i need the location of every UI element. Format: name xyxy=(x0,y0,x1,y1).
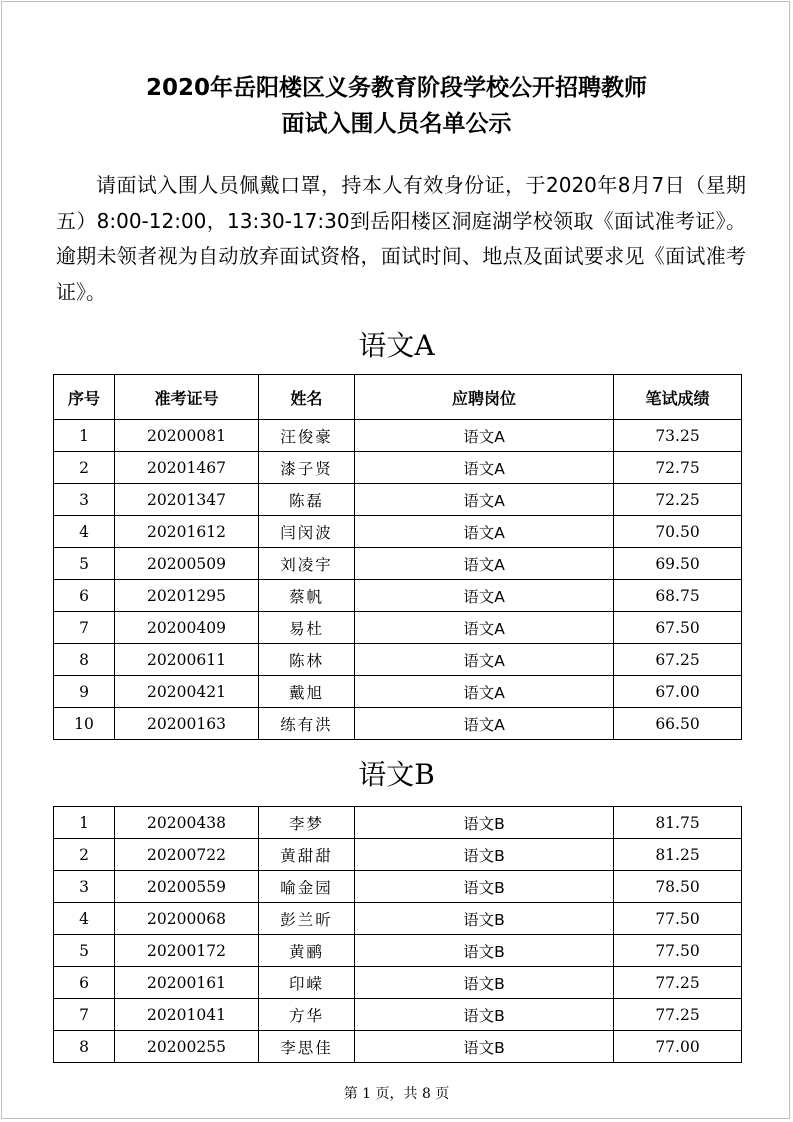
cell-written-score: 69.50 xyxy=(614,548,742,580)
table-row xyxy=(54,516,742,548)
cell-position: 语文A xyxy=(355,548,614,580)
cell-serial: 3 xyxy=(54,871,115,903)
table-row xyxy=(54,580,742,612)
cell-written-score: 67.25 xyxy=(614,644,742,676)
cell-serial: 10 xyxy=(54,708,115,740)
cell-ticket-number: 20201612 xyxy=(115,516,259,548)
cell-name: 刘凌宇 xyxy=(259,548,355,580)
cell-serial: 8 xyxy=(54,644,115,676)
table-row xyxy=(54,644,742,676)
cell-ticket-number: 20200068 xyxy=(115,903,259,935)
cell-ticket-number: 20201041 xyxy=(115,999,259,1031)
cell-written-score: 81.75 xyxy=(614,807,742,839)
cell-position: 语文B xyxy=(355,839,614,871)
cell-position: 语文B xyxy=(355,807,614,839)
cell-serial: 4 xyxy=(54,903,115,935)
cell-written-score: 78.50 xyxy=(614,871,742,903)
cell-position: 语文A xyxy=(355,420,614,452)
cell-name: 陈林 xyxy=(259,644,355,676)
cell-serial: 2 xyxy=(54,452,115,484)
cell-name: 喻金园 xyxy=(259,871,355,903)
cell-position: 语文B xyxy=(355,999,614,1031)
cell-ticket-number: 20201295 xyxy=(115,580,259,612)
cell-written-score: 72.75 xyxy=(614,452,742,484)
cell-name: 练有洪 xyxy=(259,708,355,740)
cell-written-score: 72.25 xyxy=(614,484,742,516)
table-row xyxy=(54,452,742,484)
cell-ticket-number: 20200163 xyxy=(115,708,259,740)
cell-serial: 3 xyxy=(54,484,115,516)
cell-name: 蔡帆 xyxy=(259,580,355,612)
cell-name: 陈磊 xyxy=(259,484,355,516)
table-row xyxy=(54,1031,742,1063)
table-row xyxy=(54,548,742,580)
table-row xyxy=(54,871,742,903)
cell-name: 李思佳 xyxy=(259,1031,355,1063)
cell-position: 语文A xyxy=(355,644,614,676)
cell-serial: 5 xyxy=(54,935,115,967)
cell-position: 语文A xyxy=(355,516,614,548)
cell-serial: 6 xyxy=(54,580,115,612)
cell-position: 语文A xyxy=(355,452,614,484)
candidate-table-chinese-a xyxy=(53,374,742,740)
cell-name: 方华 xyxy=(259,999,355,1031)
cell-name: 闫闵波 xyxy=(259,516,355,548)
cell-serial: 4 xyxy=(54,516,115,548)
document-title-line-1: 2020年岳阳楼区义务教育阶段学校公开招聘教师 xyxy=(145,75,647,101)
cell-written-score: 67.50 xyxy=(614,612,742,644)
table-row xyxy=(54,807,742,839)
page-footer: 第 1 页，共 8 页 xyxy=(343,1086,450,1102)
cell-written-score: 77.50 xyxy=(614,903,742,935)
table-row xyxy=(54,420,742,452)
cell-ticket-number: 20200161 xyxy=(115,967,259,999)
cell-ticket-number: 20200421 xyxy=(115,676,259,708)
cell-ticket-number: 20201347 xyxy=(115,484,259,516)
table-row xyxy=(54,676,742,708)
cell-name: 印嵘 xyxy=(259,967,355,999)
table-body xyxy=(54,420,742,740)
cell-position: 语文A xyxy=(355,708,614,740)
cell-serial: 2 xyxy=(54,839,115,871)
cell-name: 戴旭 xyxy=(259,676,355,708)
table-row xyxy=(54,999,742,1031)
cell-position: 语文A xyxy=(355,612,614,644)
cell-name: 彭兰昕 xyxy=(259,903,355,935)
table-row xyxy=(54,708,742,740)
section-title-chinese-b: 语文B xyxy=(358,758,435,791)
notice-paragraph: 请面试入围人员佩戴口罩，持本人有效身份证，于2020年8月7日（星期五）8:00-12:00，13:30-17:30到岳阳楼区洞庭湖学校领取《面试准考证》。逾期未领者视为自动放弃面试资格，面试时间、地点及面试要求见《面试准考证》。 xyxy=(56,173,746,304)
table-header-row xyxy=(54,375,742,420)
table-row xyxy=(54,612,742,644)
cell-ticket-number: 20200611 xyxy=(115,644,259,676)
section-title-chinese-a: 语文A xyxy=(358,329,435,362)
cell-written-score: 81.25 xyxy=(614,839,742,871)
header-serial: 序号 xyxy=(54,375,115,420)
cell-ticket-number: 20200255 xyxy=(115,1031,259,1063)
cell-name: 易杜 xyxy=(259,612,355,644)
cell-written-score: 77.50 xyxy=(614,935,742,967)
cell-position: 语文B xyxy=(355,1031,614,1063)
header-ticket-number: 准考证号 xyxy=(115,375,259,420)
cell-position: 语文B xyxy=(355,935,614,967)
cell-serial: 1 xyxy=(54,420,115,452)
cell-ticket-number: 20200172 xyxy=(115,935,259,967)
cell-ticket-number: 20200081 xyxy=(115,420,259,452)
cell-ticket-number: 20200722 xyxy=(115,839,259,871)
cell-ticket-number: 20200509 xyxy=(115,548,259,580)
cell-name: 汪俊豪 xyxy=(259,420,355,452)
cell-serial: 1 xyxy=(54,807,115,839)
candidate-table-chinese-b xyxy=(53,806,742,1063)
table-row xyxy=(54,935,742,967)
cell-serial: 5 xyxy=(54,548,115,580)
table-row xyxy=(54,484,742,516)
table-row xyxy=(54,839,742,871)
cell-name: 黄鹂 xyxy=(259,935,355,967)
table-row xyxy=(54,903,742,935)
cell-written-score: 70.50 xyxy=(614,516,742,548)
cell-written-score: 68.75 xyxy=(614,580,742,612)
cell-position: 语文B xyxy=(355,967,614,999)
header-written-score: 笔试成绩 xyxy=(614,375,742,420)
cell-written-score: 67.00 xyxy=(614,676,742,708)
cell-serial: 7 xyxy=(54,612,115,644)
cell-ticket-number: 20200438 xyxy=(115,807,259,839)
cell-serial: 8 xyxy=(54,1031,115,1063)
cell-written-score: 77.00 xyxy=(614,1031,742,1063)
cell-position: 语文A xyxy=(355,676,614,708)
table-body xyxy=(54,807,742,1063)
header-name: 姓名 xyxy=(259,375,355,420)
cell-written-score: 66.50 xyxy=(614,708,742,740)
document-title-line-2: 面试入围人员名单公示 xyxy=(281,111,512,137)
cell-ticket-number: 20200559 xyxy=(115,871,259,903)
cell-name: 漆子贤 xyxy=(259,452,355,484)
cell-written-score: 77.25 xyxy=(614,999,742,1031)
cell-position: 语文A xyxy=(355,580,614,612)
cell-written-score: 73.25 xyxy=(614,420,742,452)
cell-serial: 6 xyxy=(54,967,115,999)
cell-written-score: 77.25 xyxy=(614,967,742,999)
cell-serial: 9 xyxy=(54,676,115,708)
cell-ticket-number: 20200409 xyxy=(115,612,259,644)
cell-serial: 7 xyxy=(54,999,115,1031)
cell-position: 语文B xyxy=(355,903,614,935)
cell-ticket-number: 20201467 xyxy=(115,452,259,484)
cell-position: 语文A xyxy=(355,484,614,516)
cell-name: 黄甜甜 xyxy=(259,839,355,871)
header-position: 应聘岗位 xyxy=(355,375,614,420)
cell-position: 语文B xyxy=(355,871,614,903)
table-row xyxy=(54,967,742,999)
cell-name: 李梦 xyxy=(259,807,355,839)
